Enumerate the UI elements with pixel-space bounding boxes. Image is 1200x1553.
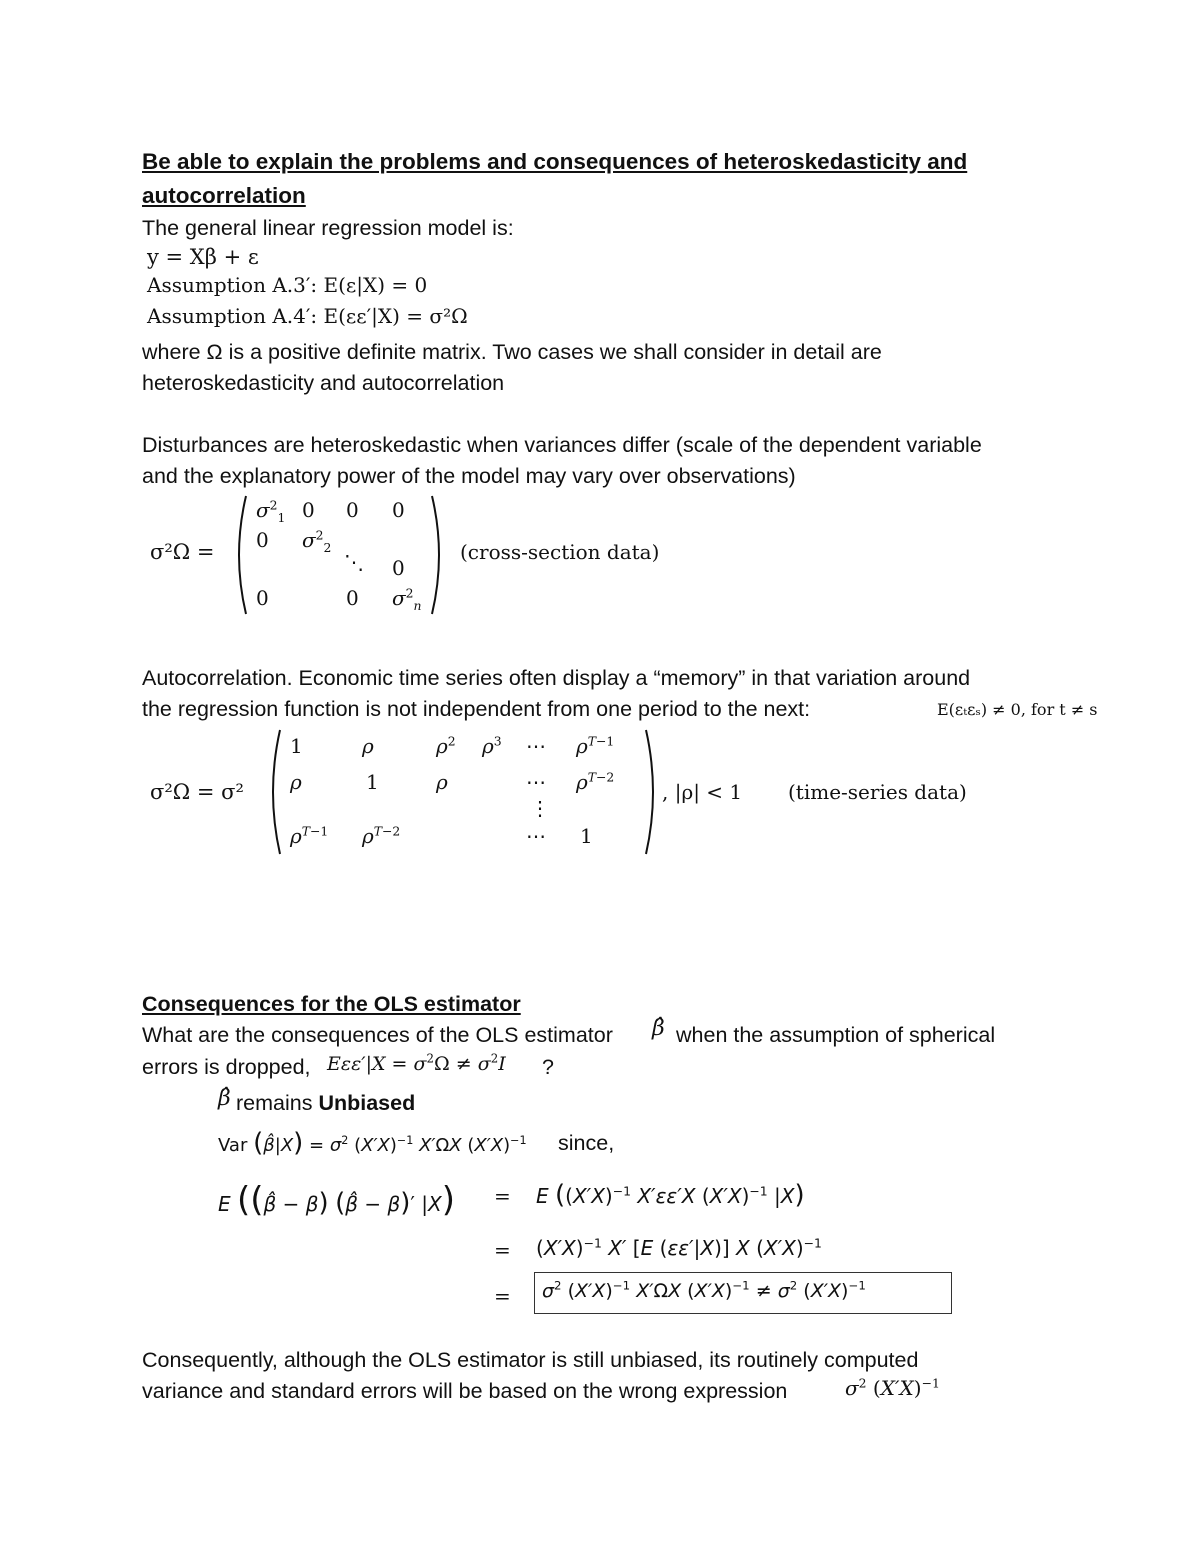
matrix-cell: 0 — [256, 528, 269, 552]
hetero-matrix-lhs: σ²Ω = — [150, 540, 215, 564]
matrix-cell: $\rho^{T-1}$ — [290, 823, 329, 848]
matrix-cell: 1 — [366, 770, 379, 794]
question-line2-b: ? — [542, 1055, 554, 1079]
auto-condition: E(εₜεₛ) ≠ 0, for t ≠ s — [937, 700, 1098, 719]
auto-text-line2: the regression function is not independent from one period to the next: — [142, 697, 811, 721]
derivation-eq-3: = — [494, 1284, 511, 1308]
matrix-cell: $\sigma^2_2$ — [302, 527, 332, 555]
matrix-cell: ρ — [436, 770, 448, 794]
matrix-cell: ρ — [362, 734, 374, 758]
beta-hat-symbol: β̂ — [652, 1016, 665, 1041]
derivation-step-2: $(X'X)^{-1}$ X′ [E (εε′|X)] X $(X'X)^{-1}$ — [536, 1235, 822, 1260]
matrix-cell: 1 — [290, 734, 303, 758]
intro-text: The general linear regression model is: — [142, 216, 514, 240]
variance-formula: Var (β̂|X) = $\sigma^2$ $(X'X)^{-1}$ X′ΩX $(X'X)^{-1}$ — [218, 1128, 527, 1158]
question-line1-b: when the assumption of spherical — [676, 1023, 996, 1047]
matrix-cell: 0 — [392, 556, 405, 580]
matrix-cell: $\rho^{T-2}$ — [576, 769, 615, 794]
derivation-step-1: E ($(X'X)^{-1}$ X′εε′X $(X'X)^{-1}$ |X) — [536, 1180, 805, 1210]
unbiased-bold: Unbiased — [318, 1091, 416, 1115]
unbiased-prefix: remains — [236, 1091, 319, 1115]
section-heading-consequences: Consequences for the OLS estimator — [142, 992, 521, 1016]
auto-matrix-note: (time-series data) — [788, 780, 967, 804]
hetero-matrix-body — [250, 494, 440, 616]
var-since-text: since, — [558, 1131, 615, 1155]
where-text-line2: heteroskedasticity and autocorrelation — [142, 371, 505, 395]
derivation-lhs: E ((β̂ − β) (β̂ − β)′ |X) — [218, 1180, 455, 1220]
auto-matrix-lhs: σ²Ω = σ² — [150, 780, 244, 804]
question-line1-a: What are the consequences of the OLS estimator — [142, 1023, 613, 1047]
matrix-cell: $\rho^{T-2}$ — [362, 823, 401, 848]
auto-matrix-body — [284, 728, 654, 856]
matrix-cell: 0 — [346, 586, 359, 610]
matrix-cell: ⋱ — [344, 550, 364, 574]
unbiased-text — [236, 1088, 415, 1119]
section-heading-problems: Be able to explain the problems and consequences of heteroskedasticity and — [142, 149, 968, 174]
matrix-cell: ρ — [290, 770, 302, 794]
section-heading-problems-line2: autocorrelation — [142, 183, 306, 208]
matrix-cell: 0 — [302, 498, 315, 522]
derivation-eq-1: = — [494, 1184, 511, 1208]
assumption-a4: Assumption A.4′: E(εε′|X) = σ²Ω — [147, 304, 468, 328]
matrix-cell: ⋯ — [526, 824, 546, 848]
spherical-errors-expression: $E\varepsilon\varepsilon'|X = \sigma^2\Omega \ne \sigma^2I$ — [327, 1051, 506, 1075]
matrix-cell: 0 — [346, 498, 359, 522]
derivation-eq-2: = — [494, 1238, 511, 1262]
assumption-a3: Assumption A.3′: E(ε|X) = 0 — [147, 273, 428, 297]
conclusion-line1: Consequently, although the OLS estimator is still unbiased, its routinely computed — [142, 1348, 919, 1372]
question-line2-a: errors is dropped, — [142, 1055, 311, 1079]
matrix-cell: $\rho^2$ — [436, 733, 456, 758]
hetero-matrix-left-paren — [230, 494, 250, 616]
derivation-result: $\sigma^2$ $(X'X)^{-1}$ X′ΩX $(X'X)^{-1} \ne \sigma^2$ $(X'X)^{-1}$ — [542, 1278, 866, 1302]
matrix-cell: ⋯ — [526, 734, 546, 758]
matrix-cell: 0 — [392, 498, 405, 522]
matrix-cell: 0 — [256, 586, 269, 610]
conclusion-line2: variance and standard errors will be based on the wrong expression — [142, 1379, 788, 1403]
auto-text-line1: Autocorrelation. Economic time series often display a “memory” in that variation around — [142, 666, 971, 690]
auto-matrix-rho-condition: , |ρ| < 1 — [662, 780, 743, 804]
auto-matrix-right-paren — [642, 728, 662, 856]
wrong-expression: $\sigma^2$ $(X'X)^{-1}$ — [845, 1375, 940, 1400]
matrix-cell: 1 — [580, 824, 593, 848]
hetero-matrix-note: (cross-section data) — [460, 540, 660, 564]
hetero-text-line2: and the explanatory power of the model may vary over observations) — [142, 464, 796, 488]
matrix-cell: $\sigma^2_n$ — [392, 585, 422, 613]
beta-hat-unbiased-symbol: β̂ — [218, 1086, 231, 1111]
matrix-cell: $\rho^3$ — [482, 733, 502, 758]
hetero-text-line1: Disturbances are heteroskedastic when variances differ (scale of the dependent variable — [142, 433, 982, 457]
matrix-cell: ⋮ — [530, 796, 550, 820]
model-equation: y = Xβ + ε — [147, 245, 259, 269]
hetero-matrix-right-paren — [428, 494, 448, 616]
auto-matrix-left-paren — [264, 728, 284, 856]
matrix-cell: $\rho^{T-1}$ — [576, 733, 615, 758]
matrix-cell: ⋯ — [526, 770, 546, 794]
where-text-line1: where Ω is a positive definite matrix. Two cases we shall consider in detail are — [142, 340, 882, 364]
matrix-cell: $\sigma^2_1$ — [256, 497, 286, 525]
